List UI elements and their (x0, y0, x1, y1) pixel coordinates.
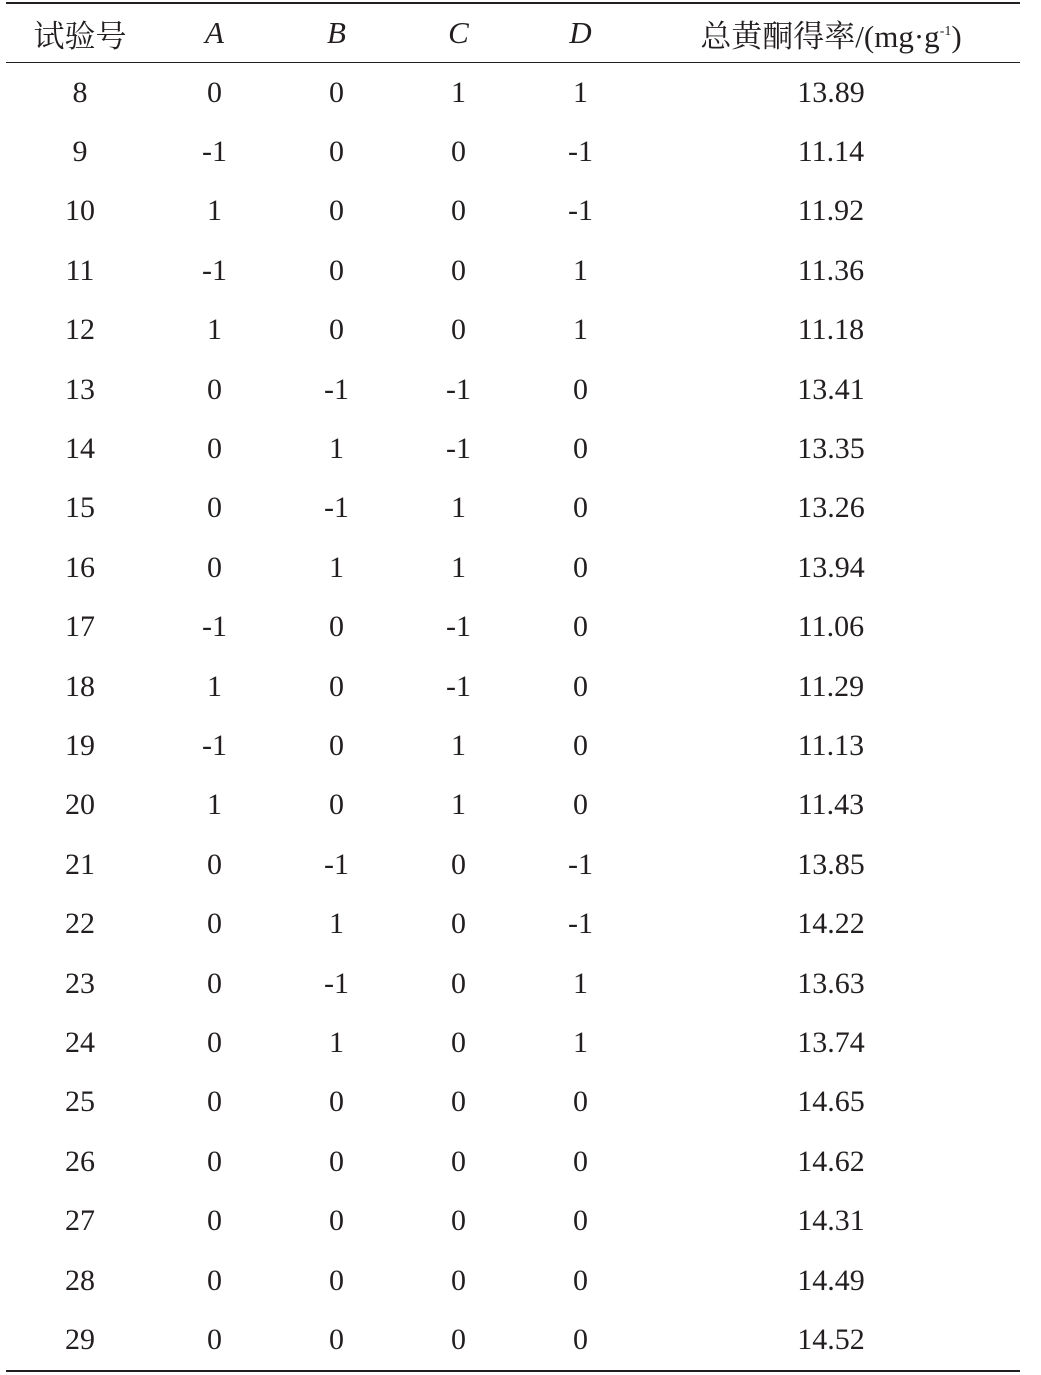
factor-b-cell: 1 (329, 1025, 344, 1059)
table-row (6, 1310, 1020, 1370)
table-row (6, 479, 1020, 538)
table-row (6, 419, 1020, 478)
table-row (6, 716, 1020, 775)
flavonoid-yield-cell: 14.49 (797, 1263, 865, 1297)
flavonoid-yield-cell: 11.43 (797, 788, 865, 822)
flavonoid-yield-cell: 13.26 (797, 491, 865, 525)
header-factor-c: C (398, 3, 519, 63)
header-row (6, 3, 1020, 63)
factor-a-cell: 0 (207, 966, 222, 1000)
factor-d-cell: 0 (573, 788, 588, 822)
factor-b-cell: 0 (329, 610, 344, 644)
table-row (6, 538, 1020, 597)
trial-number-cell: 19 (65, 728, 95, 762)
factor-d-cell: 0 (573, 550, 588, 584)
factor-c-cell: 0 (451, 1144, 466, 1178)
factor-a-cell: -1 (202, 253, 227, 287)
flavonoid-yield-cell: 11.18 (797, 313, 865, 347)
trial-number-cell: 22 (65, 907, 95, 941)
table-row (6, 657, 1020, 716)
factor-b-cell: 0 (329, 1263, 344, 1297)
trial-number-cell: 28 (65, 1263, 95, 1297)
trial-number-cell: 10 (65, 194, 95, 228)
factor-b-cell: 0 (329, 194, 344, 228)
trial-number-cell: 24 (65, 1025, 95, 1059)
factor-c-cell: 1 (451, 550, 466, 584)
factor-b-cell: -1 (324, 372, 349, 406)
factor-c-cell: 0 (451, 966, 466, 1000)
factor-d-cell: 0 (573, 1204, 588, 1238)
header-flavonoid-yield (642, 3, 1020, 63)
factor-a-cell: 1 (207, 788, 222, 822)
trial-number-cell: 26 (65, 1144, 95, 1178)
factor-b-cell: -1 (324, 491, 349, 525)
factor-d-cell: 1 (573, 1025, 588, 1059)
flavonoid-yield-cell: 11.36 (797, 253, 865, 287)
table-row (6, 954, 1020, 1013)
factor-a-cell: 0 (207, 1322, 222, 1356)
header-factor-d: D (519, 3, 642, 63)
trial-number-cell: 20 (65, 788, 95, 822)
factor-a-cell: -1 (202, 135, 227, 169)
factor-c-cell: 1 (451, 788, 466, 822)
factor-c-cell: 1 (451, 728, 466, 762)
flavonoid-yield-cell: 14.65 (797, 1085, 865, 1119)
factor-a-cell: 0 (207, 907, 222, 941)
table-row (6, 1251, 1020, 1310)
factor-b-cell: 0 (329, 1144, 344, 1178)
flavonoid-yield-cell: 11.14 (797, 135, 865, 169)
factor-b-cell: -1 (324, 847, 349, 881)
factor-b-cell: 0 (329, 135, 344, 169)
flavonoid-yield-cell: 11.92 (797, 194, 865, 228)
factor-a-cell: -1 (202, 610, 227, 644)
factor-b-cell: 1 (329, 550, 344, 584)
factor-b-cell: 1 (329, 432, 344, 466)
flavonoid-yield-cell: 13.74 (797, 1025, 865, 1059)
factor-a-cell: 0 (207, 1025, 222, 1059)
trial-number-cell: 17 (65, 610, 95, 644)
factor-a-cell: 1 (207, 313, 222, 347)
factor-a-cell: 0 (207, 847, 222, 881)
factor-c-cell: -1 (446, 432, 471, 466)
factor-c-cell: 0 (451, 1025, 466, 1059)
table-row (6, 776, 1020, 835)
factor-d-cell: 0 (573, 1263, 588, 1297)
table-row (6, 894, 1020, 953)
factor-d-cell: 0 (573, 491, 588, 525)
flavonoid-yield-cell: 13.35 (797, 432, 865, 466)
factor-b-cell: 0 (329, 788, 344, 822)
factor-b-cell: 0 (329, 1085, 344, 1119)
factor-b-cell: 0 (329, 253, 344, 287)
factor-b-cell: 0 (329, 75, 344, 109)
factor-d-cell: 1 (573, 313, 588, 347)
factor-c-cell: 0 (451, 1204, 466, 1238)
trial-number-cell: 27 (65, 1204, 95, 1238)
factor-c-cell: 0 (451, 1085, 466, 1119)
factor-c-cell: 1 (451, 491, 466, 525)
factor-a-cell: 0 (207, 1144, 222, 1178)
flavonoid-yield-cell: 13.85 (797, 847, 865, 881)
table-row (6, 598, 1020, 657)
factor-d-cell: 0 (573, 728, 588, 762)
factor-d-cell: 0 (573, 372, 588, 406)
flavonoid-yield-cell: 11.06 (797, 610, 865, 644)
trial-number-cell: 8 (72, 75, 88, 109)
trial-number-cell: 14 (65, 432, 95, 466)
table-row (6, 1013, 1020, 1072)
factor-a-cell: 0 (207, 550, 222, 584)
factor-c-cell: 0 (451, 253, 466, 287)
factor-a-cell: 0 (207, 372, 222, 406)
trial-number-cell: 21 (65, 847, 95, 881)
factor-d-cell: 0 (573, 432, 588, 466)
trial-number-cell: 13 (65, 372, 95, 406)
factor-a-cell: 0 (207, 491, 222, 525)
table-row (6, 1073, 1020, 1132)
trial-number-cell: 16 (65, 550, 95, 584)
trial-number-cell: 18 (65, 669, 95, 703)
flavonoid-yield-cell: 14.62 (797, 1144, 865, 1178)
header-factor-a: A (154, 3, 275, 63)
header-yield-exponent: -1 (939, 23, 952, 39)
factor-d-cell: 0 (573, 1322, 588, 1356)
factor-a-cell: 0 (207, 432, 222, 466)
factor-c-cell: -1 (446, 669, 471, 703)
factor-c-cell: 0 (451, 847, 466, 881)
header-yield-close: ) (951, 18, 962, 54)
factor-d-cell: 0 (573, 1085, 588, 1119)
table-row (6, 301, 1020, 360)
factor-d-cell: 1 (573, 253, 588, 287)
table-body (6, 63, 1020, 1371)
flavonoid-yield-cell: 13.41 (797, 372, 865, 406)
table-row (6, 182, 1020, 241)
factor-b-cell: 0 (329, 669, 344, 703)
factor-c-cell: 0 (451, 1322, 466, 1356)
header-trial-number: 试验号 (6, 3, 154, 63)
factor-d-cell: 0 (573, 1144, 588, 1178)
trial-number-cell: 23 (65, 966, 95, 1000)
flavonoid-yield-cell: 13.63 (797, 966, 865, 1000)
factor-d-cell: 0 (573, 610, 588, 644)
factor-d-cell: -1 (568, 135, 593, 169)
factor-c-cell: -1 (446, 372, 471, 406)
flavonoid-yield-cell: 14.52 (797, 1322, 865, 1356)
factor-d-cell: 1 (573, 966, 588, 1000)
factor-c-cell: -1 (446, 610, 471, 644)
table-row (6, 835, 1020, 894)
factor-c-cell: 0 (451, 313, 466, 347)
header-factor-b: B (275, 3, 398, 63)
factor-d-cell: -1 (568, 194, 593, 228)
data-table (6, 2, 1020, 1372)
factor-d-cell: -1 (568, 847, 593, 881)
trial-number-cell: 12 (65, 313, 95, 347)
table-row (6, 1191, 1020, 1250)
factor-c-cell: 0 (451, 907, 466, 941)
flavonoid-yield-cell: 13.89 (797, 75, 865, 109)
factor-d-cell: 0 (573, 669, 588, 703)
flavonoid-yield-cell: 14.22 (797, 907, 865, 941)
table-header (6, 3, 1020, 63)
factor-b-cell: -1 (324, 966, 349, 1000)
table-row (6, 1132, 1020, 1191)
factor-d-cell: 1 (573, 75, 588, 109)
factor-b-cell: 0 (329, 1322, 344, 1356)
factor-a-cell: 1 (207, 194, 222, 228)
table-row (6, 241, 1020, 300)
factor-b-cell: 0 (329, 728, 344, 762)
factor-a-cell: 0 (207, 1085, 222, 1119)
flavonoid-yield-cell: 13.94 (797, 550, 865, 584)
trial-number-cell: 29 (65, 1322, 95, 1356)
flavonoid-yield-cell: 11.29 (797, 669, 865, 703)
factor-a-cell: 0 (207, 75, 222, 109)
table-row (6, 63, 1020, 123)
factor-c-cell: 0 (451, 135, 466, 169)
factor-c-cell: 1 (451, 75, 466, 109)
factor-b-cell: 1 (329, 907, 344, 941)
factor-a-cell: 1 (207, 669, 222, 703)
factor-a-cell: 0 (207, 1204, 222, 1238)
factor-a-cell: 0 (207, 1263, 222, 1297)
factor-a-cell: -1 (202, 728, 227, 762)
header-yield-label: 总黄酮得率/(mg·g (700, 18, 940, 54)
trial-number-cell: 11 (65, 253, 95, 287)
trial-number-cell: 9 (72, 135, 88, 169)
flavonoid-yield-cell: 14.31 (797, 1204, 865, 1238)
table-row (6, 122, 1020, 181)
trial-number-cell: 25 (65, 1085, 95, 1119)
factor-b-cell: 0 (329, 1204, 344, 1238)
factor-c-cell: 0 (451, 194, 466, 228)
factor-c-cell: 0 (451, 1263, 466, 1297)
flavonoid-yield-cell: 11.13 (797, 728, 865, 762)
factor-d-cell: -1 (568, 907, 593, 941)
factor-b-cell: 0 (329, 313, 344, 347)
trial-number-cell: 15 (65, 491, 95, 525)
table-row (6, 360, 1020, 419)
